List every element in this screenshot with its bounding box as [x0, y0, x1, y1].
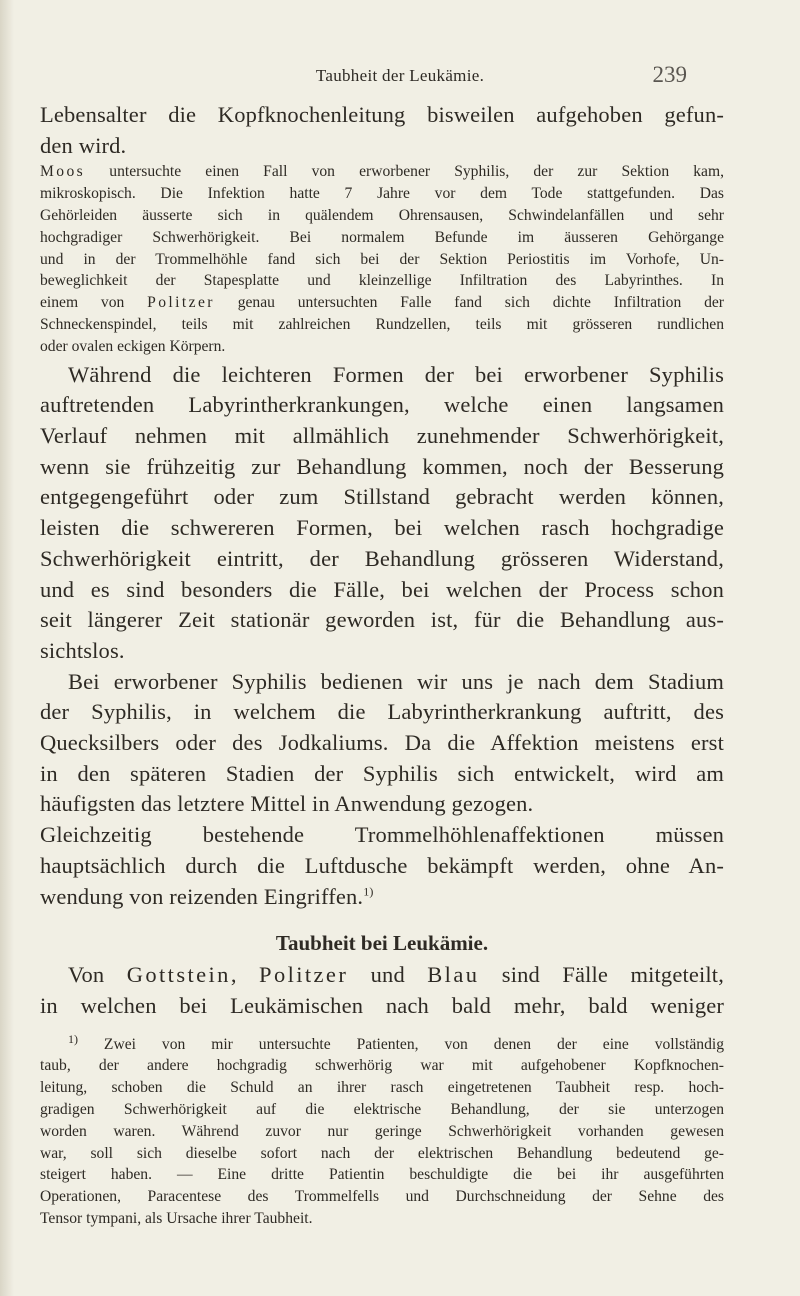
paragraph-3	[40, 667, 724, 913]
text-fragment: einem von	[40, 294, 148, 312]
text-line: in den späteren Stadien der Syphilis sich entwickelt, wird am	[40, 760, 724, 786]
text-line	[40, 882, 724, 913]
text-line: Gehörleiden äusserte sich in quälendem Ohrensausen, Schwindelanfällen und sehr	[40, 207, 724, 224]
text-line: der Syphilis, in welchem die Labyrintherkrankung auftritt, des	[40, 699, 724, 725]
text-line	[40, 292, 724, 314]
footnote	[40, 1031, 724, 1230]
text-line: hauptsächlich durch die Luftdusche bekämpft werden, ohne An-	[40, 852, 724, 878]
text-line: leisten die schwereren Formen, bei welchen rasch hochgradige	[40, 515, 724, 541]
text-line: Schwerhörigkeit eintritt, der Behandlung grösseren Widerstand,	[40, 545, 724, 571]
text-line: war, soll sich dieselbe sofort nach der elektrischen Behandlung bedeutend ge-	[40, 1144, 724, 1162]
running-title: Taubheit der Leukämie.	[315, 66, 485, 85]
section-heading: Taubheit bei Leukämie.	[275, 931, 489, 956]
text-line	[40, 1031, 724, 1056]
text-line: gradigen Schwerhörigkeit auf die elektrische Behandlung, der sie unterzogen	[40, 1101, 724, 1119]
running-head	[0, 62, 800, 90]
text-line: entgegengeführt oder zum Stillstand gebracht werden können,	[40, 484, 724, 510]
author-name: Politzer	[259, 962, 349, 988]
text-line: Bei erworbener Syphilis bedienen wir uns je nach dem Stadium	[68, 668, 724, 694]
text-fragment: wendung von reizenden Eingriffen.	[40, 883, 364, 909]
author-name: Blau	[427, 962, 480, 988]
text-line: seit längerer Zeit stationär geworden ist, für die Behandlung aus-	[40, 607, 724, 633]
text-line: taub, der andere hochgradig schwerhörig war mit aufgehobener Kopfknochen-	[40, 1057, 724, 1075]
paragraph-4	[40, 960, 724, 1021]
text-line: Während die leichteren Formen der bei erworbener Syphilis	[68, 361, 724, 387]
text-line: den wird.	[40, 132, 127, 158]
text-line: Gleichzeitig bestehende Trommelhöhlenaffektionen müssen	[40, 822, 724, 848]
text-line: wenn sie frühzeitig zur Behandlung kommen, noch der Besserung	[40, 453, 724, 479]
text-line: sichtslos.	[40, 637, 125, 663]
text-line: Tensor tympani, als Ursache ihrer Taubheit.	[40, 1210, 313, 1228]
text-fragment: und	[348, 962, 428, 988]
text-line: worden waren. Während zuvor nur geringe Schwerhörigkeit vorhanden gewesen	[40, 1122, 724, 1140]
page-number: 239	[652, 62, 687, 87]
text-line: häufigsten das letztere Mittel in Anwendung gezogen.	[40, 791, 534, 817]
text-line	[40, 161, 724, 183]
text-line: Lebensalter die Kopfknochenleitung bisweilen aufgehoben gefun-	[40, 102, 724, 127]
text-line: und in der Trommelhöhle fand sich bei der Sektion Periostitis im Vorhofe, Un-	[40, 250, 724, 268]
text-line: Operationen, Paracentese des Trommelfells und Durchschneidung der Sehne des	[40, 1188, 724, 1206]
author-name: Moos	[40, 163, 86, 181]
footnote-marker: 1)	[68, 1031, 78, 1046]
text-line: hochgradiger Schwerhörigkeit. Bei normalem Befunde im äusseren Gehörgange	[40, 228, 724, 246]
text-line: Verlauf nehmen mit allmählich zunehmender Schwerhörigkeit,	[40, 422, 724, 448]
text-fragment: Von	[68, 962, 127, 988]
text-line: und es sind besonders die Fälle, bei welchen der Process schon	[40, 576, 724, 602]
author-name: Politzer	[147, 294, 215, 312]
text-line: mikroskopisch. Die Infektion hatte 7 Jahre vor dem Tode stattgefunden. Das	[40, 185, 724, 203]
text-line: steigert haben. — Eine dritte Patientin beschuldigte die bei ihr ausgeführten	[40, 1166, 724, 1184]
page-body	[40, 100, 724, 1230]
text-line	[40, 960, 724, 991]
paragraph-1	[40, 100, 724, 161]
text-line: Schneckenspindel, teils mit zahlreichen Rundzellen, teils mit grösseren rundlichen	[40, 315, 724, 333]
text-line: auftretenden Labyrintherkrankungen, welche einen langsamen	[40, 392, 724, 418]
footnote-reference: 1)	[363, 884, 374, 899]
text-fragment: Zwei von mir untersuchte Patienten, von denen der eine vollständig	[78, 1035, 724, 1053]
text-fragment: genau untersuchten Falle fand sich dichte Infiltration der	[214, 294, 724, 312]
page-edge-shadow	[0, 0, 14, 1296]
text-line: in welchen bei Leukämischen nach bald mehr, bald weniger	[40, 992, 724, 1018]
author-name: Gottstein	[126, 962, 231, 988]
text-line: Quecksilbers oder des Jodkaliums. Da die Affektion meistens erst	[40, 730, 724, 756]
paragraph-2	[40, 360, 724, 667]
text-fragment: ,	[230, 962, 260, 988]
text-line: oder ovalen eckigen Körpern.	[40, 337, 226, 355]
text-fragment: sind Fälle mitgeteilt,	[479, 962, 724, 988]
case-report-small-print	[40, 161, 724, 357]
text-fragment: untersuchte einen Fall von erworbener Syphilis, der zur Sektion kam,	[85, 163, 724, 181]
text-line: beweglichkeit der Stapesplatte und kleinzellige Infiltration des Labyrinthes. In	[40, 272, 724, 290]
text-line: leitung, schoben die Schuld an ihrer rasch eingetretenen Taubheit resp. hoch-	[40, 1079, 724, 1097]
